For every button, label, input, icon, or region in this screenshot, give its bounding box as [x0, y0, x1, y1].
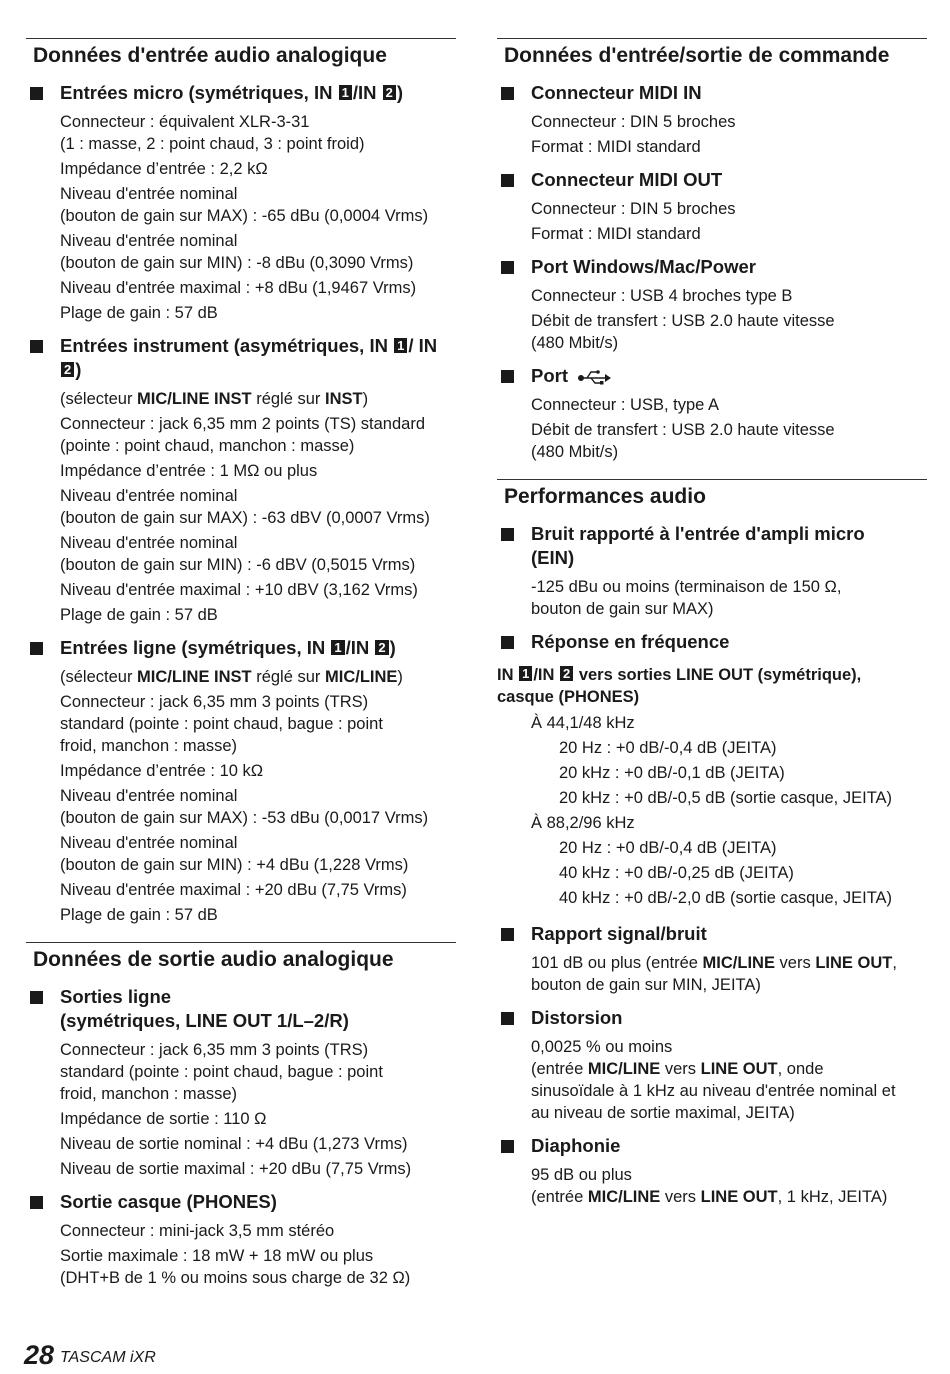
text-run: Entrées micro (symétriques, IN — [60, 82, 338, 103]
frequency-response-item: 40 kHz : +0 dB/-2,0 dB (sortie casque, JEITA) — [559, 889, 893, 907]
spec-line — [60, 666, 456, 688]
spec-item — [60, 691, 456, 757]
spec-line: Niveau de sortie nominal : +4 dBu (1,273 Vrms) — [60, 1135, 408, 1153]
spec-item — [60, 302, 456, 324]
spec-line: Niveau d'entrée nominal — [60, 487, 238, 505]
spec-subsection — [26, 985, 456, 1180]
spec-subsection — [497, 630, 927, 654]
spec-lines — [26, 111, 456, 324]
spec-line: Connecteur : DIN 5 broches — [531, 200, 736, 218]
subsection-title — [26, 636, 456, 660]
spec-subsection — [497, 522, 927, 620]
text-run: (sélecteur — [60, 390, 138, 408]
text-run: vers — [774, 954, 816, 972]
text-run: Connecteur MIDI OUT — [531, 169, 723, 190]
spec-line: Niveau d'entrée nominal — [60, 534, 238, 552]
spec-section — [26, 38, 456, 926]
spec-line — [531, 1186, 927, 1208]
bold-label: LINE OUT — [700, 1060, 778, 1078]
text-run: ) — [397, 668, 403, 686]
spacer — [497, 912, 927, 922]
subsection-title — [497, 922, 927, 946]
spec-section — [497, 479, 927, 1208]
input-number-badge: 1 — [339, 85, 352, 100]
spec-line: sinusoïdale à 1 kHz au niveau d'entrée nominal et — [531, 1082, 896, 1100]
spec-line: (pointe : point chaud, manchon : masse) — [60, 437, 355, 455]
spec-item — [60, 832, 456, 876]
spec-item — [531, 1164, 927, 1208]
bold-label: MIC/LINE — [587, 1188, 661, 1206]
text-run: (sélecteur — [60, 668, 138, 686]
spec-item — [60, 1245, 456, 1289]
spec-line: Impédance d’entrée : 1 MΩ ou plus — [60, 462, 318, 480]
spec-line: Niveau d'entrée nominal — [60, 834, 238, 852]
spec-item — [531, 136, 927, 158]
section-title: Données d'entrée audio analogique — [33, 44, 387, 67]
spec-line — [60, 388, 456, 410]
frequency-response-item: 20 kHz : +0 dB/-0,5 dB (sortie casque, JEITA) — [559, 789, 893, 807]
spec-item — [60, 485, 456, 529]
input-number-badge: 1 — [331, 640, 344, 655]
subsection-title — [26, 1190, 456, 1214]
text-run: réglé sur — [251, 390, 325, 408]
text-run: Réponse en fréquence — [531, 631, 730, 652]
right-column — [497, 38, 927, 1224]
spec-item — [531, 223, 927, 245]
spec-item — [60, 532, 456, 576]
spec-item — [531, 1036, 927, 1124]
text-run: Connecteur MIDI IN — [531, 82, 702, 103]
text-run: , — [892, 954, 897, 972]
subsection-title — [497, 1006, 927, 1030]
spec-subsection — [26, 636, 456, 926]
spec-line: froid, manchon : masse) — [60, 737, 237, 755]
text-run: 101 dB ou plus (entrée — [531, 954, 703, 972]
subsection-title — [497, 364, 927, 388]
text-run: Distorsion — [531, 1007, 623, 1028]
spec-lines — [497, 111, 927, 158]
spec-line: Connecteur : jack 6,35 mm 2 points (TS) standard — [60, 415, 425, 433]
spec-line: bouton de gain sur MIN, JEITA) — [531, 976, 761, 994]
spec-line: (bouton de gain sur MAX) : -63 dBV (0,0007 Vrms) — [60, 509, 430, 527]
spec-line: Connecteur : équivalent XLR-3-31 — [60, 113, 310, 131]
usb-icon — [577, 369, 611, 385]
spec-line: (480 Mbit/s) — [531, 443, 619, 461]
spec-lines — [26, 1220, 456, 1289]
frequency-response-item: 40 kHz : +0 dB/-0,25 dB (JEITA) — [559, 864, 794, 882]
spec-line: (bouton de gain sur MAX) : -53 dBu (0,0017 Vrms) — [60, 809, 429, 827]
spec-line: Format : MIDI standard — [531, 138, 701, 156]
spec-item — [60, 413, 456, 457]
input-number-badge: 2 — [375, 640, 388, 655]
text-run: Rapport signal/bruit — [531, 923, 707, 944]
spec-lines — [26, 1039, 456, 1180]
bullet-square-icon — [30, 642, 43, 655]
spec-item — [60, 1039, 456, 1105]
bullet-square-icon — [30, 1196, 43, 1209]
bullet-square-icon — [501, 1140, 514, 1153]
spec-item — [531, 576, 927, 620]
spec-line — [531, 1058, 927, 1080]
spec-item — [60, 1158, 456, 1180]
spec-line: (1 : masse, 2 : point chaud, 3 : point froid) — [60, 135, 365, 153]
input-number-badge: 1 — [519, 666, 532, 681]
left-column — [26, 38, 456, 1305]
text-run: réglé sur — [251, 668, 325, 686]
spec-line: Impédance d’entrée : 2,2 kΩ — [60, 160, 268, 178]
text-run: Port Windows/Mac/Power — [531, 256, 756, 277]
spec-line: Niveau d'entrée maximal : +8 dBu (1,9467 Vrms) — [60, 279, 417, 297]
spec-line: standard (pointe : point chaud, bague : point — [60, 1063, 383, 1081]
text-run: IN — [497, 666, 519, 684]
text-run: Entrées instrument (asymétriques, IN — [60, 335, 394, 356]
spec-line: Niveau d'entrée nominal — [60, 185, 238, 203]
spec-line: Niveau d'entrée nominal — [60, 787, 238, 805]
page-number: 28 — [24, 1340, 55, 1370]
spec-item — [60, 388, 456, 410]
text-run: , 1 kHz, JEITA) — [777, 1188, 888, 1206]
spec-line: (bouton de gain sur MIN) : -8 dBu (0,3090 Vrms) — [60, 254, 414, 272]
spec-item — [60, 277, 456, 299]
bullet-square-icon — [501, 261, 514, 274]
spec-line: Niveau d'entrée maximal : +10 dBV (3,162 Vrms) — [60, 581, 418, 599]
text-run: (entrée — [531, 1060, 588, 1078]
spec-line: standard (pointe : point chaud, bague : point — [60, 715, 383, 733]
bullet-square-icon — [501, 174, 514, 187]
spec-item — [60, 666, 456, 688]
bullet-square-icon — [501, 1012, 514, 1025]
spec-subsection — [497, 1134, 927, 1208]
spec-line: Connecteur : mini-jack 3,5 mm stéréo — [60, 1222, 335, 1240]
page-footer — [24, 1340, 156, 1371]
bullet-square-icon — [30, 87, 43, 100]
text-run: Port — [531, 365, 574, 386]
spec-line: au niveau de sortie maximal, JEITA) — [531, 1104, 795, 1122]
input-number-badge: 2 — [383, 85, 396, 100]
text-run: vers — [660, 1188, 701, 1206]
subsection-title — [497, 630, 927, 654]
spec-line: Connecteur : jack 6,35 mm 3 points (TRS) — [60, 1041, 369, 1059]
text-run: (entrée — [531, 1188, 588, 1206]
frequency-response-heading — [497, 664, 927, 708]
text-run: ) — [75, 359, 82, 380]
bullet-square-icon — [501, 370, 514, 383]
section-title: Données d'entrée/sortie de commande — [504, 44, 890, 67]
bullet-square-icon — [30, 991, 43, 1004]
spec-subsection — [497, 1006, 927, 1124]
spec-line: Plage de gain : 57 dB — [60, 606, 218, 624]
spec-lines — [497, 285, 927, 354]
spec-item — [531, 285, 927, 307]
spec-line: (bouton de gain sur MIN) : +4 dBu (1,228 Vrms) — [60, 856, 409, 874]
model-name: TASCAM iXR — [60, 1349, 156, 1366]
subsection-title — [497, 522, 927, 570]
spec-line: Niveau de sortie maximal : +20 dBu (7,75 Vrms) — [60, 1160, 412, 1178]
text-run: ) — [362, 390, 369, 408]
spec-lines — [26, 388, 456, 626]
bullet-square-icon — [30, 340, 43, 353]
spec-lines — [497, 1036, 927, 1124]
spec-subsection — [497, 364, 927, 463]
text-run: Entrées ligne (symétriques, IN — [60, 637, 331, 658]
input-number-badge: 2 — [61, 362, 74, 377]
spec-line: Niveau d'entrée maximal : +20 dBu (7,75 Vrms) — [60, 881, 407, 899]
subsection-title — [26, 985, 456, 1033]
spec-line: 95 dB ou plus — [531, 1166, 632, 1184]
spec-line: -125 dBu ou moins (terminaison de 150 Ω, — [531, 578, 842, 596]
spec-subsection — [26, 81, 456, 324]
frequency-response-item: 20 kHz : +0 dB/-0,1 dB (JEITA) — [559, 764, 785, 782]
bold-label: MIC/LINE — [702, 954, 775, 972]
spec-line: Connecteur : DIN 5 broches — [531, 113, 736, 131]
spec-subsection — [497, 81, 927, 158]
spec-line: Impédance d’entrée : 10 kΩ — [60, 762, 264, 780]
spec-item — [531, 394, 927, 416]
subsection-title — [26, 334, 456, 382]
text-run: Diaphonie — [531, 1135, 621, 1156]
spec-line: Plage de gain : 57 dB — [60, 906, 218, 924]
bullet-square-icon — [501, 87, 514, 100]
text-run: ) — [396, 82, 404, 103]
bold-label: MIC/LINE INST — [137, 390, 252, 408]
spec-line: (bouton de gain sur MIN) : -6 dBV (0,5015 Vrms) — [60, 556, 416, 574]
text-run: vers — [660, 1060, 701, 1078]
spec-line: Débit de transfert : USB 2.0 haute vitesse — [531, 312, 835, 330]
bold-label: INST — [325, 390, 363, 408]
subsection-title — [26, 81, 456, 105]
bullet-square-icon — [501, 528, 514, 541]
bullet-square-icon — [501, 636, 514, 649]
spec-line: Connecteur : USB, type A — [531, 396, 720, 414]
text-run: ) — [389, 637, 396, 658]
spec-lines — [497, 576, 927, 620]
bullet-square-icon — [501, 928, 514, 941]
text-run: , onde — [777, 1060, 824, 1078]
spec-item — [60, 579, 456, 601]
spec-subsection — [26, 1190, 456, 1289]
spec-subsection — [26, 334, 456, 626]
bold-label: MIC/LINE — [587, 1060, 661, 1078]
spec-line: Connecteur : USB 4 broches type B — [531, 287, 793, 305]
spec-line: (480 Mbit/s) — [531, 334, 619, 352]
text-run: casque (PHONES) — [497, 688, 640, 706]
text-run: /IN — [345, 637, 375, 658]
spec-item — [531, 111, 927, 133]
spec-line: froid, manchon : masse) — [60, 1085, 237, 1103]
bold-label: MIC/LINE — [325, 668, 398, 686]
subsection-title — [497, 81, 927, 105]
text-run: vers sorties LINE OUT (symétrique), — [574, 666, 862, 684]
spec-line: (DHT+B de 1 % ou moins sous charge de 32 Ω) — [60, 1269, 411, 1287]
frequency-response-item: 20 Hz : +0 dB/-0,4 dB (JEITA) — [559, 839, 777, 857]
spec-line: Connecteur : jack 6,35 mm 3 points (TRS) — [60, 693, 369, 711]
spec-line — [531, 952, 927, 974]
spec-subsection — [497, 922, 927, 996]
spec-item — [60, 1108, 456, 1130]
input-number-badge: 1 — [394, 338, 407, 353]
spec-item — [60, 760, 456, 782]
text-run: /IN — [533, 666, 559, 684]
text-run: / IN — [408, 335, 438, 356]
spec-item — [60, 111, 456, 155]
spec-item — [531, 419, 927, 463]
text-run: /IN — [352, 82, 382, 103]
spec-item — [531, 198, 927, 220]
input-number-badge: 2 — [560, 666, 573, 681]
spec-item — [60, 1220, 456, 1242]
spec-section — [26, 942, 456, 1289]
sample-rate-label: À 88,2/96 kHz — [531, 814, 635, 832]
spec-item — [60, 785, 456, 829]
bold-label: LINE OUT — [815, 954, 893, 972]
spec-item — [60, 904, 456, 926]
frequency-response-item: 20 Hz : +0 dB/-0,4 dB (JEITA) — [559, 739, 777, 757]
spec-lines — [497, 198, 927, 245]
spec-lines — [497, 1164, 927, 1208]
spec-lines — [497, 952, 927, 996]
subsection-title — [497, 1134, 927, 1158]
spec-item — [60, 1133, 456, 1155]
spec-subsection — [497, 255, 927, 354]
spec-line: 0,0025 % ou moins — [531, 1038, 673, 1056]
spec-subsection — [497, 168, 927, 245]
spec-line: Plage de gain : 57 dB — [60, 304, 218, 322]
text-run: Sorties ligne — [60, 986, 172, 1007]
spec-section — [497, 38, 927, 463]
spec-lines — [26, 666, 456, 926]
spec-lines — [497, 394, 927, 463]
sample-rate-label: À 44,1/48 kHz — [531, 714, 635, 732]
section-title: Données de sortie audio analogique — [33, 948, 394, 971]
section-title: Performances audio — [504, 485, 706, 508]
spec-line: Format : MIDI standard — [531, 225, 701, 243]
spec-item — [60, 879, 456, 901]
bold-label: LINE OUT — [700, 1188, 778, 1206]
subsection-title — [497, 255, 927, 279]
spec-item — [60, 183, 456, 227]
text-run: (symétriques, LINE OUT 1/L–2/R) — [60, 1010, 349, 1031]
text-run: Bruit rapporté à l'entrée d'ampli micro — [531, 523, 865, 544]
spec-item — [60, 460, 456, 482]
spec-item — [531, 310, 927, 354]
spec-line: Impédance de sortie : 110 Ω — [60, 1110, 267, 1128]
spec-line: (bouton de gain sur MAX) : -65 dBu (0,0004 Vrms) — [60, 207, 429, 225]
spec-line: Niveau d'entrée nominal — [60, 232, 238, 250]
bold-label: MIC/LINE INST — [137, 668, 252, 686]
spec-line: Débit de transfert : USB 2.0 haute vitesse — [531, 421, 835, 439]
text-run: Sortie casque (PHONES) — [60, 1191, 277, 1212]
subsection-title — [497, 168, 927, 192]
spec-line: bouton de gain sur MAX) — [531, 600, 714, 618]
spec-item — [60, 604, 456, 626]
spec-item — [60, 230, 456, 274]
spec-item — [60, 158, 456, 180]
text-run: (EIN) — [531, 547, 575, 568]
spec-line: Sortie maximale : 18 mW + 18 mW ou plus — [60, 1247, 374, 1265]
spec-item — [531, 952, 927, 996]
